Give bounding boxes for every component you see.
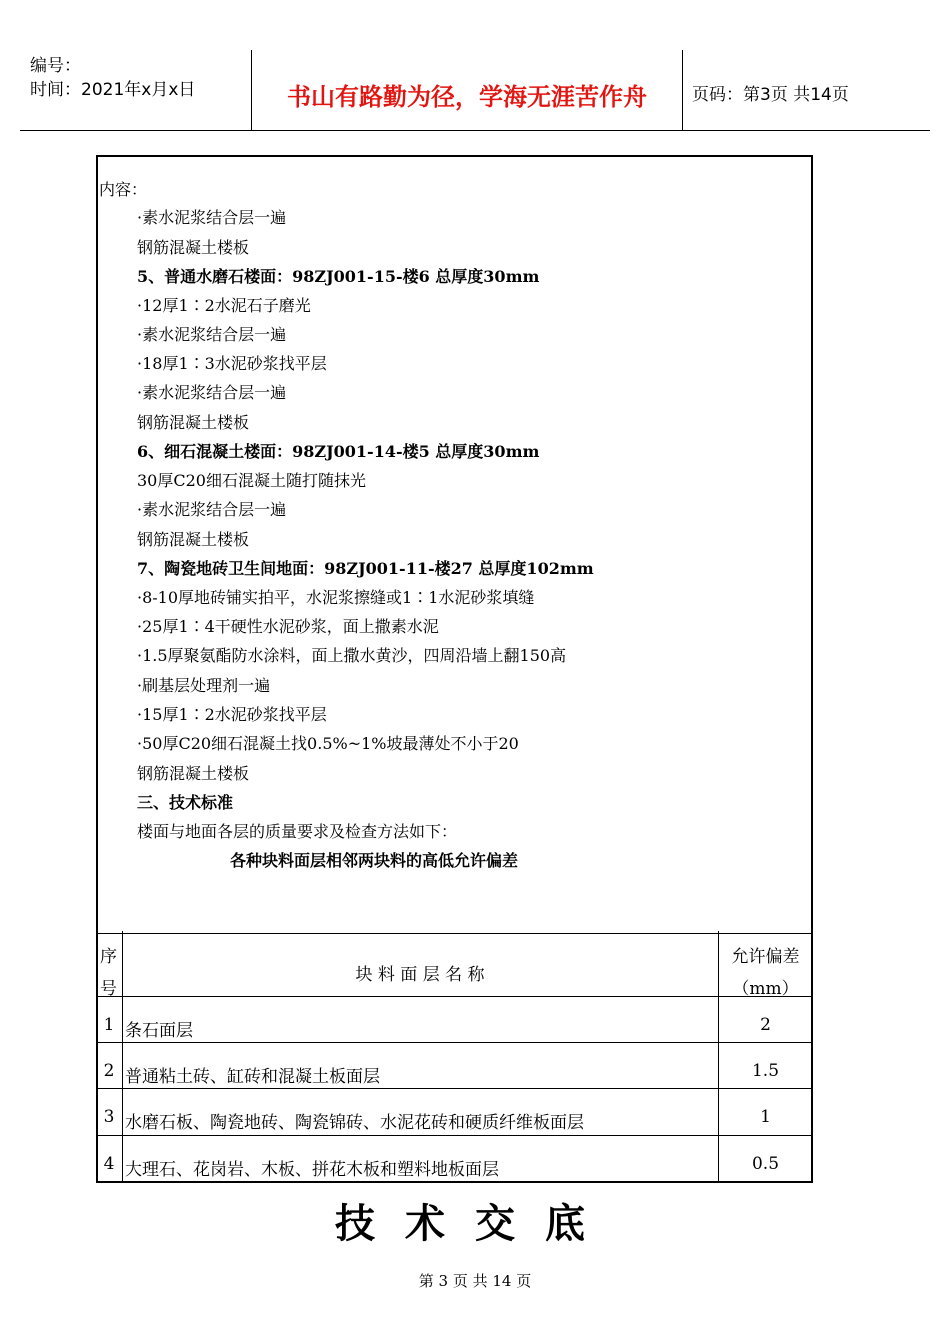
content-line: 钢筋混凝土楼板 — [137, 413, 250, 432]
table-rule — [96, 1135, 813, 1136]
document-title: 技术交底 — [335, 1200, 615, 1247]
page-header — [20, 50, 930, 131]
tolerance-table — [96, 931, 813, 1183]
content-line: 30厚C20细石混凝土随打随抹光 — [137, 471, 366, 490]
section-heading: 三、技术标准 — [137, 793, 234, 812]
page-info: 页码：第3页 共14页 — [692, 85, 849, 105]
section-heading: 7、陶瓷地砖卫生间地面：98ZJ001-11-楼27 总厚度102mm — [137, 559, 594, 578]
header-name: 块 料 面 层 名 称 — [355, 965, 485, 985]
row-name: 条石面层 — [125, 1021, 193, 1041]
content-line: ·刷基层处理剂一遍 — [137, 676, 271, 695]
row-name: 普通粘土砖、缸砖和混凝土板面层 — [125, 1067, 380, 1087]
header-meta — [30, 54, 195, 102]
content-line: ·15厚1∶2水泥砂浆找平层 — [137, 705, 327, 724]
section-heading: 6、细石混凝土楼面：98ZJ001-14-楼5 总厚度30mm — [137, 442, 540, 461]
header-seq: 序号 — [100, 947, 117, 999]
table-rule — [96, 1088, 813, 1089]
row-seq: 1 — [103, 1015, 115, 1035]
motto: 书山有路勤为径，学海无涯苦作舟 — [287, 83, 647, 111]
row-name: 大理石、花岗岩、木板、拼花木板和塑料地板面层 — [125, 1160, 499, 1180]
page-footer: 第 3 页 共 14 页 — [418, 1272, 532, 1290]
time-label: 时间：2021年x月x日 — [30, 80, 196, 100]
content-line: ·50厚C20细石混凝土找0.5%~1%坡最薄处不小于20 — [137, 734, 519, 753]
number-label: 编号： — [30, 56, 81, 76]
header-divider — [682, 50, 683, 130]
table-rule — [96, 1042, 813, 1043]
content-label: 内容： — [99, 180, 148, 199]
row-tolerance: 2 — [760, 1015, 771, 1035]
content-line: 钢筋混凝土楼板 — [137, 764, 250, 783]
content-line: ·1.5厚聚氨酯防水涂料，面上撒水黄沙，四周沿墙上翻150高 — [137, 646, 567, 665]
content-line: ·12厚1∶2水泥石子磨光 — [137, 296, 311, 315]
content-line: ·素水泥浆结合层一遍 — [137, 325, 287, 344]
row-tolerance: 0.5 — [751, 1154, 780, 1174]
content-line: ·18厚1∶3水泥砂浆找平层 — [137, 354, 327, 373]
row-tolerance: 1.5 — [751, 1061, 780, 1081]
table-rule — [96, 996, 813, 997]
row-tolerance: 1 — [760, 1107, 771, 1127]
content-line: ·8-10厚地砖铺实拍平，水泥浆擦缝或1∶1水泥砂浆填缝 — [137, 588, 535, 607]
table-rule — [718, 931, 719, 1181]
content-line: ·素水泥浆结合层一遍 — [137, 208, 287, 227]
row-seq: 3 — [103, 1107, 115, 1127]
row-seq: 4 — [103, 1154, 115, 1174]
section-heading: 5、普通水磨石楼面：98ZJ001-15-楼6 总厚度30mm — [137, 267, 540, 286]
content-line: 楼面与地面各层的质量要求及检查方法如下： — [137, 822, 458, 841]
row-name: 水磨石板、陶瓷地砖、陶瓷锦砖、水泥花砖和硬质纤维板面层 — [125, 1113, 584, 1133]
table-title: 各种块料面层相邻两块料的高低允许偏差 — [230, 851, 519, 870]
content-line: ·25厚1∶4干硬性水泥砂浆，面上撒素水泥 — [137, 617, 439, 636]
row-seq: 2 — [103, 1061, 115, 1081]
content-line: 钢筋混凝土楼板 — [137, 238, 250, 257]
content-line: ·素水泥浆结合层一遍 — [137, 383, 287, 402]
content-line: 钢筋混凝土楼板 — [137, 530, 250, 549]
header-tolerance-unit: （mm） — [732, 979, 799, 999]
header-tolerance: 允许偏差 — [731, 947, 800, 967]
content-line: ·素水泥浆结合层一遍 — [137, 500, 287, 519]
